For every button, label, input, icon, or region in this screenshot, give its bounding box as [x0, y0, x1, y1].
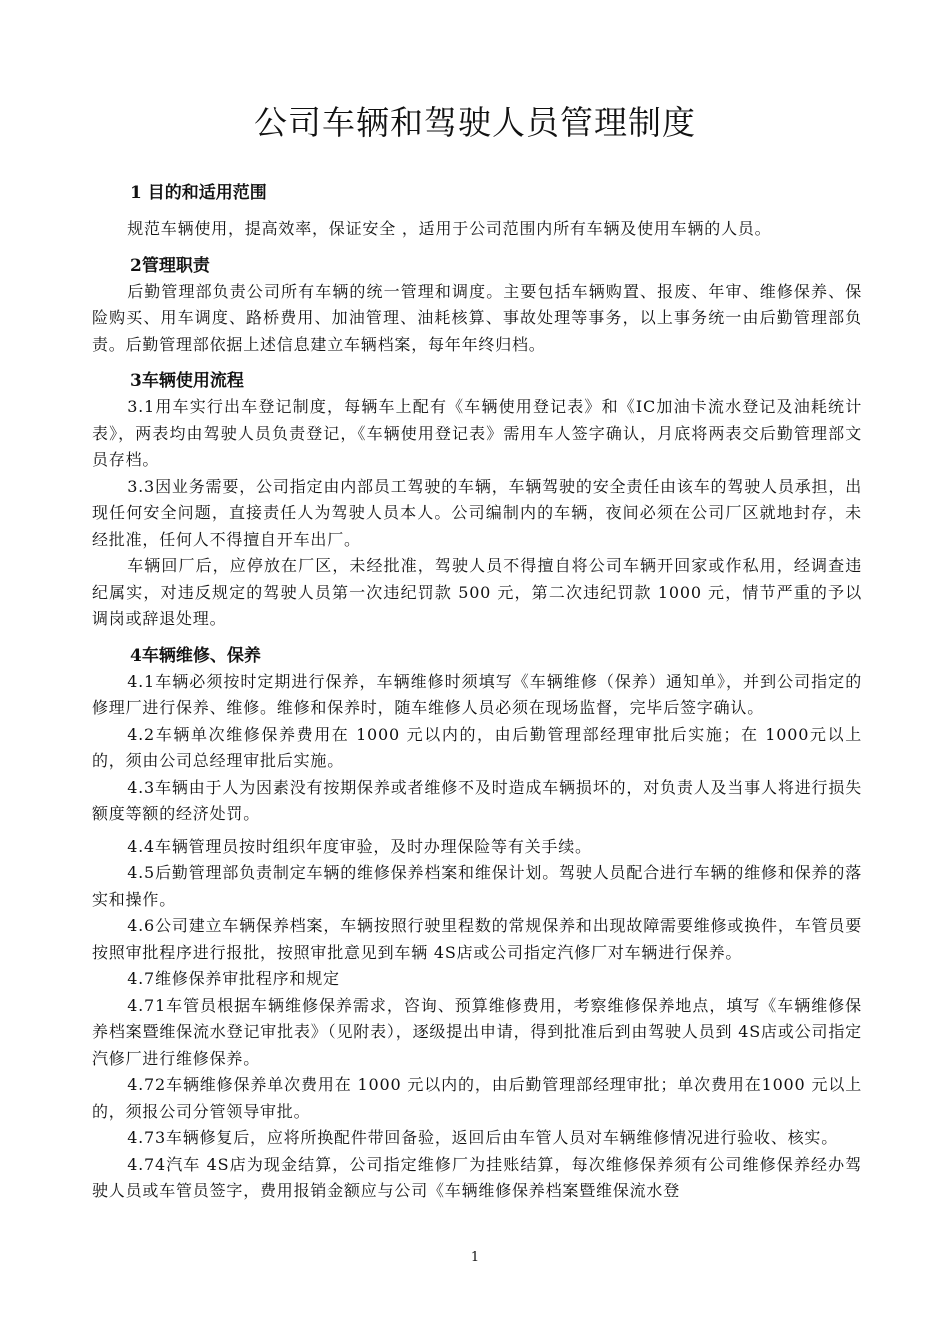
paragraph: 车辆回厂后，应停放在厂区，未经批准，驾驶人员不得擅自将公司车辆开回家或作私用，经调查违纪属实，对违反规定的驾驶人员第一次违纪罚款 500 元，第二次违纪罚款 1000 元，情节严重的予以调岗或辞退处理。 [92, 556, 862, 628]
paragraph: 4.71车管员根据车辆维修保养需求，咨询、预算维修费用，考察维修保养地点，填写《车辆维修保养档案暨维保流水登记审批表》（见附表），逐级提出申请，得到批准后到由驾驶人员到 4S店或公司指定汽修厂进行维修保养。 [92, 995, 862, 1068]
document-body [92, 180, 862, 1205]
paragraph: 4.5后勤管理部负责制定车辆的维修保养档案和维保计划。驾驶人员配合进行车辆的维修和保养的落实和操作。 [92, 863, 862, 909]
document-title: 公司车辆和驾驶人员管理制度 [254, 103, 696, 142]
paragraph: 4.4车辆管理员按时组织年度审验，及时办理保险等有关手续。 [127, 836, 592, 856]
paragraph: 4.74汽车 4S店为现金结算，公司指定维修厂为挂账结算，每次维修保养须有公司维修保养经办驾驶人员或车管员签字，费用报销金额应与公司《车辆维修保养档案暨维保流水登 [92, 1154, 862, 1200]
page-number: 1 [470, 1250, 480, 1265]
paragraph: 4.3车辆由于人为因素没有按期保养或者维修不及时造成车辆损坏的，对负责人及当事人将进行损失额度等额的经济处罚。 [92, 777, 862, 823]
paragraph: 4.72车辆维修保养单次费用在 1000 元以内的，由后勤管理部经理审批；单次费用在1000 元以上的，须报公司分管领导审批。 [92, 1075, 862, 1121]
paragraph: 3.3因业务需要，公司指定由内部员工驾驶的车辆，车辆驾驶的安全责任由该车的驾驶人员承担，出现任何安全问题，直接责任人为驾驶人员本人。公司编制内的车辆，夜间必须在公司厂区就地封存，未经批准，任何人不得擅自开车出厂。 [92, 476, 862, 549]
paragraph: 后勤管理部负责公司所有车辆的统一管理和调度。主要包括车辆购置、报废、年审、维修保养、保险购买、用车调度、路桥费用、加油管理、油耗核算、事故处理等事务，以上事务统一由后勤管理部负责。后勤管理部依据上述信息建立车辆档案，每年年终归档。 [92, 281, 862, 354]
paragraph: 4.73车辆修复后，应将所换配件带回备验，返回后由车管人员对车辆维修情况进行验收、核实。 [127, 1128, 839, 1147]
paragraph: 规范车辆使用，提高效率，保证安全 ，适用于公司范围内所有车辆及使用车辆的人员。 [127, 219, 772, 238]
paragraph: 4.6公司建立车辆保养档案，车辆按照行驶里程数的常规保养和出现故障需要维修或换件，车管员要按照审批程序进行报批，按照审批意见到车辆 4S店或公司指定汽修厂对车辆进行保养。 [92, 916, 862, 962]
section-heading: 2管理职责 [130, 255, 210, 276]
section-1 [92, 180, 862, 243]
paragraph: 4.2车辆单次维修保养费用在 1000 元以内的，由后勤管理部经理审批后实施；在 1000元以上的，须由公司总经理审批后实施。 [92, 724, 862, 770]
section-heading: 3车辆使用流程 [130, 371, 244, 391]
paragraph: 4.7维修保养审批程序和规定 [127, 969, 340, 988]
section-heading: 1 目的和适用范围 [130, 183, 267, 203]
section-3 [92, 368, 862, 633]
section-2 [92, 253, 862, 359]
section-heading: 4车辆维修、保养 [130, 645, 261, 666]
paragraph: 3.1用车实行出车登记制度，每辆车上配有《车辆使用登记表》和《IC加油卡流水登记及油耗统计表》，两表均由驾驶人员负责登记，《车辆使用登记表》需用车人签字确认，月底将两表交后勤管理部文员存档。 [92, 397, 862, 469]
paragraph: 4.1车辆必须按时定期进行保养，车辆维修时须填写《车辆维修（保养）通知单》，并到公司指定的修理厂进行保养、维修。维修和保养时，随车维修人员必须在现场监督，完毕后签字确认。 [92, 671, 862, 717]
section-4 [92, 643, 862, 1205]
